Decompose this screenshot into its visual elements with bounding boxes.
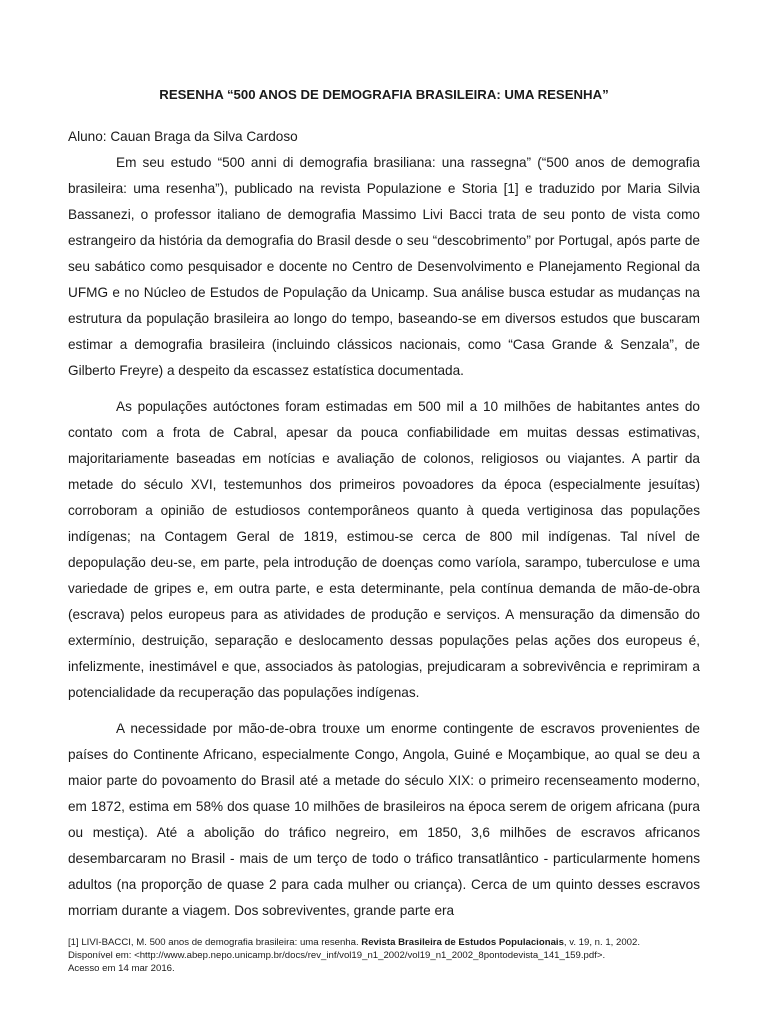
footnote-citation: [68, 936, 708, 949]
document-body: [68, 86, 700, 934]
footnote-citation-prefix: [1] LIVI-BACCI, M. 500 anos de demografia brasileira: uma resenha.: [68, 937, 359, 948]
footnote-access-date: Acesso em 14 mar 2016.: [68, 963, 175, 974]
document-title: RESENHA “500 ANOS DE DEMOGRAFIA BRASILEIRA: UMA RESENHA”: [159, 87, 609, 102]
footnote-citation-suffix: , v. 19, n. 1, 2002.: [563, 937, 640, 948]
paragraph-2: As populações autóctones foram estimadas em 500 mil a 10 milhões de habitantes antes do contato com a frota de Cabral, apesar da pouca confiabilidade em muitas dessas estimativas, majoritariamente baseadas em notícias e avaliação de colonos, religiosos ou viajantes. A partir da metade do século XVI, testemunhos dos primeiros povoadores da época (especialmente jesuítas) corroboram a opinião de estudiosos contemporâneos quanto à queda vertiginosa das populações indígenas; na Contagem Geral de 1819, estimou-se cerca de 800 mil indígenas. Tal nível de depopulação deu-se, em parte, pela introdução de doenças como varíola, sarampo, tuberculose e uma variedade de gripes e, em outra parte, e esta determinante, pela contínua demanda de mão-de-obra (escrava) pelos europeus para as atividades de produção e serviços. A mensuração da dimensão do extermínio, destruição, separação e deslocamento dessas populações pelas ações dos europeus é, infelizmente, inestimável e que, associados às patologias, prejudicaram a sobrevivência e reprimiram a potencialidade da recuperação das populações indígenas.: [68, 399, 700, 700]
footnote: [68, 936, 708, 975]
author-line: Aluno: Cauan Braga da Silva Cardoso: [68, 129, 298, 144]
footnote-url: Disponível em: <http://www.abep.nepo.unicamp.br/docs/rev_inf/vol19_n1_2002/vol19_n1_2002_8pontodevista_141_159.pdf>.: [68, 950, 606, 961]
footnote-journal: Revista Brasileira de Estudos Populacionais: [361, 937, 564, 948]
paragraph-3: A necessidade por mão-de-obra trouxe um enorme contingente de escravos provenientes de países do Continente Africano, especialmente Congo, Angola, Guiné e Moçambique, ao qual se deu a maior parte do povoamento do Brasil até a metade do século XIX: o primeiro recenseamento moderno, em 1872, estima em 58% dos quase 10 milhões de brasileiros na época serem de origem africana (pura ou mestiça). Até a abolição do tráfico negreiro, em 1850, 3,6 milhões de escravos africanos desembarcaram no Brasil - mais de um terço de todo o tráfico transatlântico - particularmente homens adultos (na proporção de quase 2 para cada mulher ou criança). Cerca de um quinto desses escravos morriam durante a viagem. Dos sobreviventes, grande parte era: [68, 721, 700, 918]
paragraph-1: Em seu estudo “500 anni di demografia brasiliana: una rassegna” (“500 anos de demografia brasileira: uma resenha”), publicado na revista Populazione e Storia [1] e traduzido por Maria Silvia Bassanezi, o professor italiano de demografia Massimo Livi Bacci trata de seu ponto de vista como estrangeiro da história da demografia do Brasil desde o seu “descobrimento” por Portugal, após parte de seu sabático como pesquisador e docente no Centro de Desenvolvimento e Planejamento Regional da UFMG e no Núcleo de Estudos de População da Unicamp. Sua análise busca estudar as mudanças na estrutura da população brasileira ao longo do tempo, baseando-se em diversos estudos que buscaram estimar a demografia brasileira (incluindo clássicos nacionais, como “Casa Grande & Senzala”, de Gilberto Freyre) a despeito da escassez estatística documentada.: [68, 155, 700, 378]
